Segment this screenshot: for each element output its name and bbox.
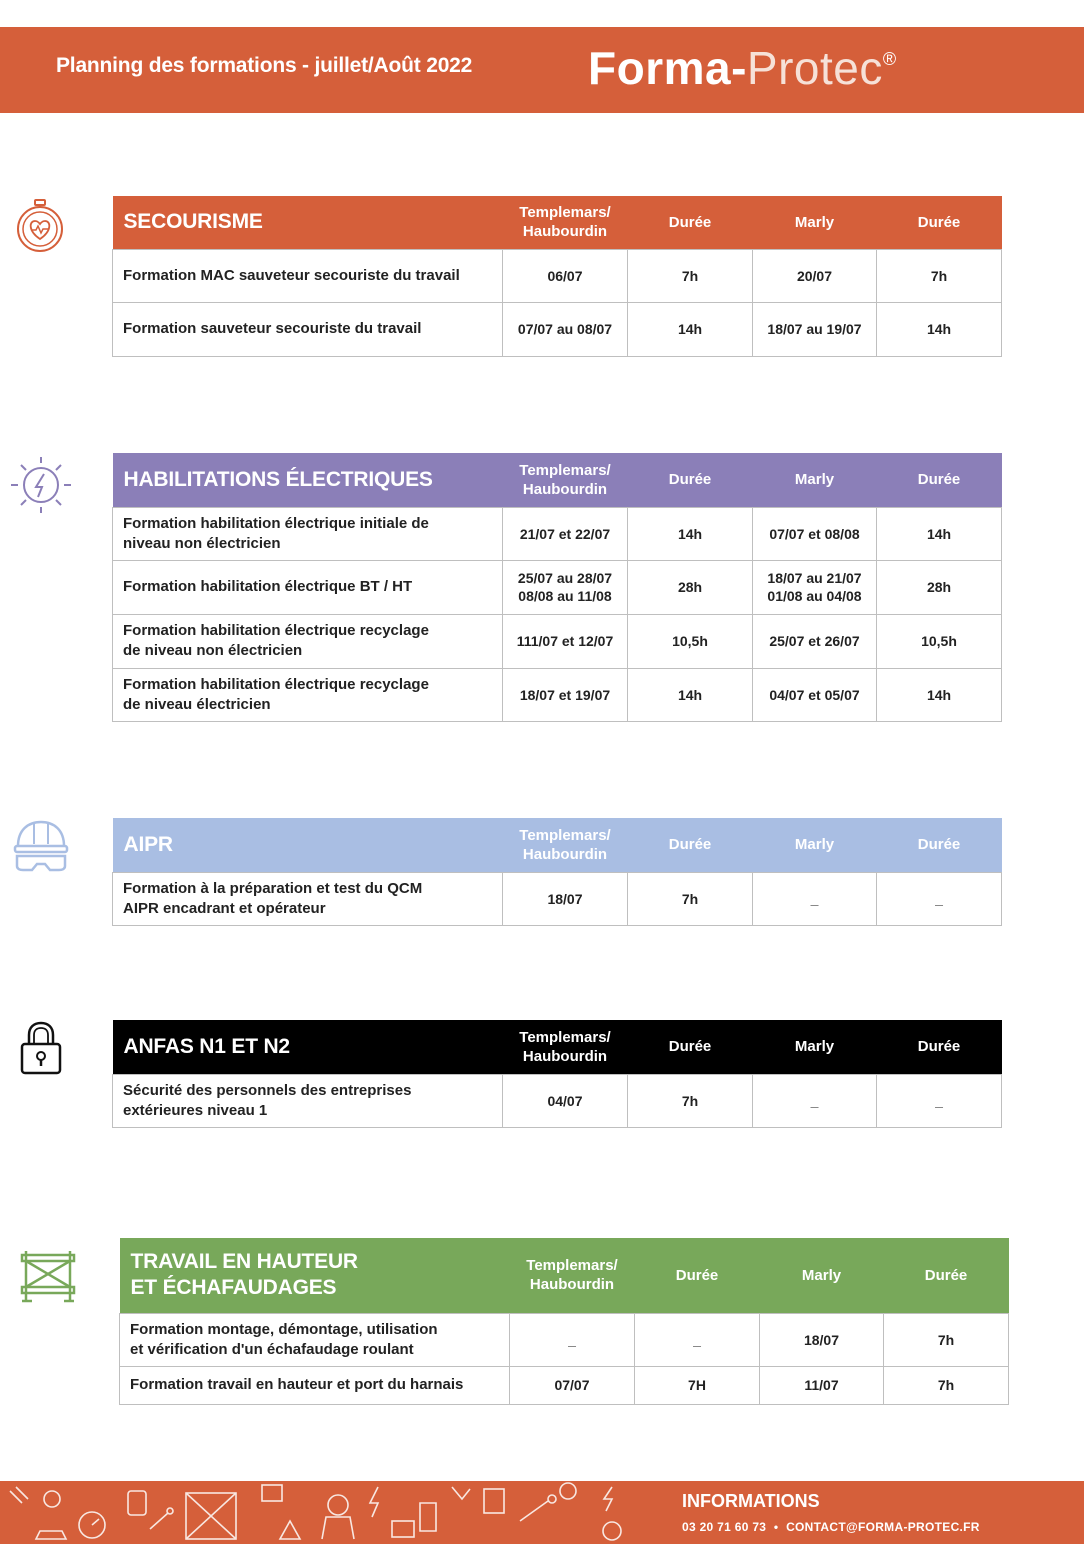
site1-duration: 28h <box>628 560 753 614</box>
brand-logo <box>588 41 897 95</box>
footer-phone[interactable]: 03 20 71 60 73 <box>682 1520 767 1534</box>
section-title: SECOURISME <box>123 210 263 234</box>
site2-duration: _ <box>877 1074 1002 1127</box>
site1-date: 04/07 <box>503 1074 628 1127</box>
column-header-duration: Durée <box>924 1266 968 1284</box>
site1-date: 06/07 <box>503 249 628 302</box>
table-row <box>113 614 1002 668</box>
column-header-duration: Durée <box>668 836 712 854</box>
site1-date: 18/07 et 19/07 <box>503 668 628 721</box>
training-label: Formation habilitation électrique BT / HT <box>113 560 503 614</box>
site2-duration: 7h <box>877 249 1002 302</box>
site1-date: 07/07 au 08/07 <box>503 302 628 356</box>
column-header-duration: Durée <box>917 1038 961 1056</box>
footer-contact <box>682 1520 980 1534</box>
table-row <box>113 1074 1002 1127</box>
column-header-site2: Marly <box>794 836 835 854</box>
site2-date: 11/07 <box>760 1366 884 1404</box>
footer-title: INFORMATIONS <box>682 1491 820 1511</box>
training-label: Formation à la préparation et test du QCM AIPR encadrant et opérateur <box>113 872 503 925</box>
column-header-duration: Durée <box>668 1038 712 1056</box>
site2-date: 04/07 et 05/07 <box>753 668 877 721</box>
site2-date: 18/07 au 19/07 <box>753 302 877 356</box>
brand-part2: Protec <box>746 42 883 94</box>
site1-duration: 14h <box>628 507 753 560</box>
column-header-site2: Marly <box>794 213 835 231</box>
site2-duration: 14h <box>877 507 1002 560</box>
site1-duration: 10,5h <box>628 614 753 668</box>
site1-duration: 14h <box>628 302 753 356</box>
lightning-icon <box>8 454 74 516</box>
table-header-row <box>113 196 1002 249</box>
table-header-row <box>113 818 1002 872</box>
habilitations-table <box>112 453 1002 722</box>
site1-date: 111/07 et 12/07 <box>503 614 628 668</box>
section-title: ANFAS N1 ET N2 <box>123 1034 290 1058</box>
site1-duration: 7H <box>635 1366 760 1404</box>
table-row <box>120 1313 1009 1366</box>
header-band <box>0 27 1084 113</box>
training-label: Formation habilitation électrique recyclage de niveau non électricien <box>113 614 503 668</box>
site1-duration: 14h <box>628 668 753 721</box>
brand-registered-mark: ® <box>882 49 897 69</box>
scaffolding-icon <box>20 1249 76 1303</box>
site2-date: 18/07 <box>760 1313 884 1366</box>
training-label: Formation travail en hauteur et port du harnais <box>120 1366 510 1404</box>
page-title: Planning des formations - juillet/Août 2022 <box>56 54 473 77</box>
table-row <box>113 507 1002 560</box>
site2-duration: 10,5h <box>877 614 1002 668</box>
site2-duration: 28h <box>877 560 1002 614</box>
site2-duration: 14h <box>877 302 1002 356</box>
training-label: Sécurité des personnels des entreprises extérieures niveau 1 <box>113 1074 503 1127</box>
column-header-duration: Durée <box>668 471 712 489</box>
site2-date: _ <box>753 1074 877 1127</box>
column-header-duration: Durée <box>917 471 961 489</box>
brand-part1: Forma- <box>588 42 747 94</box>
column-header-duration: Durée <box>917 213 961 231</box>
site2-duration: 7h <box>884 1366 1009 1404</box>
travail-hauteur-table <box>119 1238 1009 1405</box>
footer-email[interactable]: CONTACT@FORMA-PROTEC.FR <box>786 1520 980 1534</box>
site1-duration: 7h <box>628 1074 753 1127</box>
site2-date: 07/07 et 08/08 <box>753 507 877 560</box>
column-header-site2: Marly <box>794 1038 835 1056</box>
site2-duration: 7h <box>884 1313 1009 1366</box>
column-header-site1: Templemars/ Haubourdin <box>519 826 611 863</box>
safety-equipment-pattern-icon <box>0 1481 660 1544</box>
training-label: Formation MAC sauveteur secouriste du travail <box>113 249 503 302</box>
hard-hat-goggles-icon <box>12 818 70 872</box>
column-header-site1: Templemars/ Haubourdin <box>519 1028 611 1065</box>
training-label: Formation habilitation électrique recyclage de niveau électricien <box>113 668 503 721</box>
section-title: AIPR <box>123 832 173 856</box>
heart-stopwatch-icon <box>14 198 66 254</box>
footer-band <box>0 1481 1084 1544</box>
table-row <box>120 1366 1009 1404</box>
section-title: HABILITATIONS ÉLECTRIQUES <box>123 467 433 491</box>
site1-duration: 7h <box>628 249 753 302</box>
site2-date: 25/07 et 26/07 <box>753 614 877 668</box>
site2-duration: 14h <box>877 668 1002 721</box>
table-row <box>113 560 1002 614</box>
column-header-site1: Templemars/ Haubourdin <box>519 204 611 241</box>
column-header-site1: Templemars/ Haubourdin <box>526 1257 618 1294</box>
site2-duration: _ <box>877 872 1002 925</box>
column-header-site2: Marly <box>801 1266 842 1284</box>
section-title: TRAVAIL EN HAUTEUR ET ÉCHAFAUDAGES <box>130 1250 358 1300</box>
column-header-site2: Marly <box>794 471 835 489</box>
site1-date: 18/07 <box>503 872 628 925</box>
site2-date: 18/07 au 21/07 01/08 au 04/08 <box>753 560 877 614</box>
column-header-site1: Templemars/ Haubourdin <box>519 461 611 498</box>
column-header-duration: Durée <box>668 213 712 231</box>
training-label: Formation sauveteur secouriste du travail <box>113 302 503 356</box>
column-header-duration: Durée <box>917 836 961 854</box>
table-header-row <box>120 1238 1009 1313</box>
aipr-table <box>112 818 1002 926</box>
column-header-duration: Durée <box>675 1266 719 1284</box>
anfas-table <box>112 1020 1002 1128</box>
table-row <box>113 872 1002 925</box>
site2-date: 20/07 <box>753 249 877 302</box>
site1-date: 07/07 <box>510 1366 635 1404</box>
site1-duration: _ <box>635 1313 760 1366</box>
footer-separator: • <box>773 1520 779 1534</box>
training-label: Formation montage, démontage, utilisation et vérification d'un échafaudage roulant <box>120 1313 510 1366</box>
site1-duration: 7h <box>628 872 753 925</box>
table-row <box>113 668 1002 721</box>
table-row <box>113 249 1002 302</box>
site2-date: _ <box>753 872 877 925</box>
training-label: Formation habilitation électrique initiale de niveau non électricien <box>113 507 503 560</box>
table-header-row <box>113 453 1002 507</box>
site1-date: 21/07 et 22/07 <box>503 507 628 560</box>
padlock-icon <box>18 1020 64 1076</box>
site1-date: _ <box>510 1313 635 1366</box>
site1-date: 25/07 au 28/07 08/08 au 11/08 <box>503 560 628 614</box>
table-header-row <box>113 1020 1002 1074</box>
table-row <box>113 302 1002 356</box>
secourisme-table <box>112 196 1002 357</box>
